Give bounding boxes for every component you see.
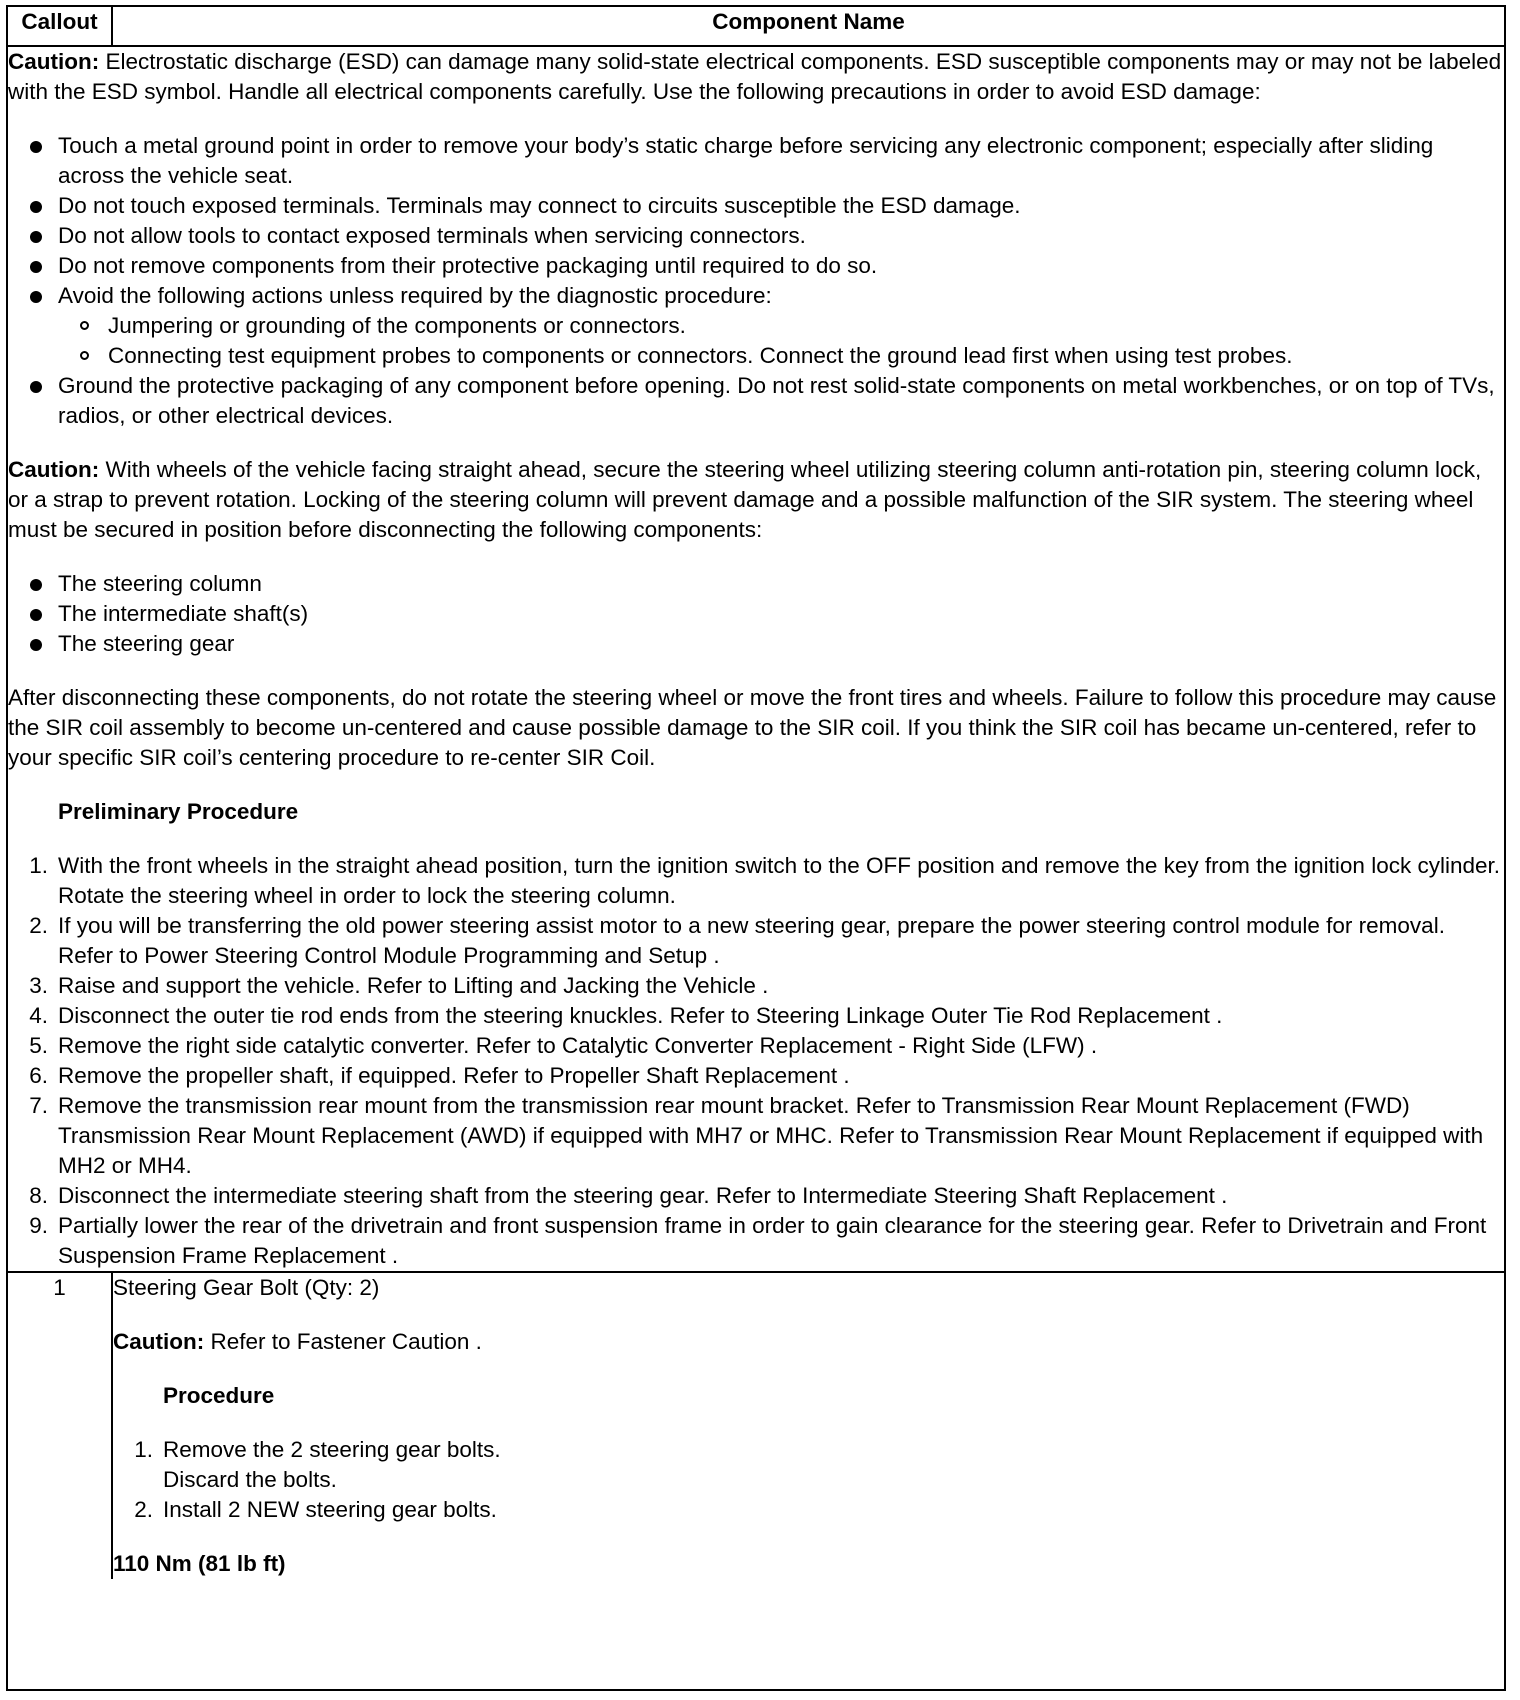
steering-caution-text: With wheels of the vehicle facing straight ahead, secure the steering wheel utilizing steering column anti-rotation pin, steering column lock, or a strap to prevent rotation. Locking of the steering column will prevent damage and a possible malfunction of the SIR system. The steering wheel must be secured in position before disconnecting the following components: [8, 457, 1482, 542]
step-number: 5. [29, 1033, 48, 1058]
list-item-text: Avoid the following actions unless required by the diagnostic procedure: [58, 283, 772, 308]
bullet-icon [30, 201, 42, 213]
list-item-text: Ground the protective packaging of any component before opening. Do not rest solid-state components on metal workbenches, or on top of TVs, radios, or other electrical devices. [58, 373, 1495, 428]
bullet-icon [30, 639, 42, 651]
step-number: 9. [29, 1213, 48, 1238]
procedure-step [8, 1031, 1504, 1061]
step-number: 2. [29, 913, 48, 938]
hollow-bullet-icon [80, 321, 89, 330]
step-text: Remove the right side catalytic converter. Refer to Catalytic Converter Replacement - Right Side (LFW) . [58, 1033, 1098, 1058]
list-item [8, 131, 1504, 191]
component-name: Steering Gear Bolt (Qty: 2) [113, 1275, 380, 1300]
step-text: Install 2 NEW steering gear bolts. [163, 1497, 497, 1522]
steering-caution [8, 455, 1504, 545]
list-item-text: The steering column [58, 571, 262, 596]
step-text: With the front wheels in the straight ahead position, turn the ignition switch to the OFF position and remove the key from the ignition lock cylinder. Rotate the steering wheel in order to lock the steering column. [58, 853, 1500, 908]
component-detail-cell [112, 1272, 1504, 1579]
step-text: Partially lower the rear of the drivetrain and front suspension frame in order to gain clearance for the steering gear. Refer to Drivetrain and Front Suspension Frame Replacement . [58, 1213, 1487, 1268]
caution-procedure-cell [8, 46, 1504, 1272]
table-header-row [8, 7, 1504, 46]
esd-caution-text: Electrostatic discharge (ESD) can damage many solid-state electrical components. ESD susceptible components may or may not be labeled with the ESD symbol. Handle all electrical components carefully. Use the following precautions in order to avoid ESD damage: [8, 49, 1502, 104]
procedure-step [8, 1091, 1504, 1181]
esd-caution-label: Caution: [8, 49, 100, 74]
step-number: 1. [29, 853, 48, 878]
procedure-step [8, 851, 1504, 911]
caution-procedure-row [8, 46, 1504, 1272]
step-text: Remove the propeller shaft, if equipped. Refer to Propeller Shaft Replacement . [58, 1063, 850, 1088]
list-item [8, 371, 1504, 431]
torque-spec [113, 1549, 1504, 1579]
bullet-icon [30, 141, 42, 153]
fastener-caution [113, 1327, 1504, 1357]
sublist-item [58, 341, 1504, 371]
service-procedure-table [8, 7, 1504, 1579]
list-item [8, 629, 1504, 659]
procedure-step [8, 1061, 1504, 1091]
list-item [8, 599, 1504, 629]
procedure-step [8, 1001, 1504, 1031]
avoid-actions-sublist [58, 311, 1504, 371]
esd-caution [8, 47, 1504, 107]
steering-caution-label: Caution: [8, 457, 100, 482]
bullet-icon [30, 261, 42, 273]
step-number: 2. [134, 1497, 153, 1522]
sublist-item-text: Connecting test equipment probes to components or connectors. Connect the ground lead first when using test probes. [108, 343, 1293, 368]
step-text: Remove the transmission rear mount from the transmission rear mount bracket. Refer to Transmission Rear Mount Replacement (FWD) Transmission Rear Mount Replacement (AWD) if equipped with MH7 or MHC. Refer to Transmission Rear Mount Replacement if equipped with MH2 or MH4. [58, 1093, 1484, 1178]
step-number: 3. [29, 973, 48, 998]
component-name-column-header: Component Name [112, 7, 1504, 46]
sir-coil-warning: After disconnecting these components, do not rotate the steering wheel or move the front tires and wheels. Failure to follow this procedure may cause the SIR coil assembly to become un-centered and cause possible damage to the SIR coil. If you think the SIR coil has became un-centered, refer to your specific SIR coil’s centering procedure to re-center SIR Coil. [8, 685, 1497, 770]
list-item-text: Do not remove components from their protective packaging until required to do so. [58, 253, 878, 278]
procedure-step [113, 1435, 1504, 1495]
steering-components-list [8, 569, 1504, 659]
procedure-heading: Procedure [163, 1383, 275, 1408]
bullet-icon [30, 291, 42, 303]
list-item [8, 191, 1504, 221]
step-text: Remove the 2 steering gear bolts. [163, 1437, 501, 1462]
step-text: Disconnect the intermediate steering shaft from the steering gear. Refer to Intermediate Steering Shaft Replacement . [58, 1183, 1228, 1208]
list-item-text: Do not allow tools to contact exposed terminals when servicing connectors. [58, 223, 806, 248]
procedure-step [8, 1181, 1504, 1211]
step-text: Disconnect the outer tie rod ends from the steering knuckles. Refer to Steering Linkage Outer Tie Rod Replacement . [58, 1003, 1223, 1028]
preliminary-procedure-heading: Preliminary Procedure [58, 799, 299, 824]
sublist-item-text: Jumpering or grounding of the components or connectors. [108, 313, 686, 338]
callout-number: 1 [8, 1272, 112, 1579]
esd-precaution-list [8, 131, 1504, 431]
step-number: 7. [29, 1093, 48, 1118]
list-item [8, 281, 1504, 371]
list-item-text: Touch a metal ground point in order to remove your body’s static charge before servicing any electronic component; especially after sliding across the vehicle seat. [58, 133, 1434, 188]
sublist-item [58, 311, 1504, 341]
hollow-bullet-icon [80, 351, 89, 360]
service-table-sheet [6, 5, 1506, 1691]
bullet-icon [30, 609, 42, 621]
step-number: 1. [134, 1437, 153, 1462]
procedure-step [8, 911, 1504, 971]
bullet-icon [30, 381, 42, 393]
table-row [8, 1272, 1504, 1579]
step-text: Raise and support the vehicle. Refer to Lifting and Jacking the Vehicle . [58, 973, 769, 998]
bullet-icon [30, 579, 42, 591]
preliminary-steps-list [8, 851, 1504, 1271]
procedure-step [113, 1495, 1504, 1525]
step-text-continued: Discard the bolts. [163, 1467, 337, 1492]
bolt-procedure-steps [113, 1435, 1504, 1525]
fastener-caution-label: Caution: [113, 1329, 205, 1354]
torque-value: 110 Nm (81 lb ft) [113, 1551, 286, 1576]
list-item [8, 221, 1504, 251]
fastener-caution-text: Refer to Fastener Caution . [204, 1329, 482, 1354]
list-item-text: The steering gear [58, 631, 235, 656]
step-number: 6. [29, 1063, 48, 1088]
list-item-text: Do not touch exposed terminals. Terminals may connect to circuits susceptible the ESD damage. [58, 193, 1021, 218]
list-item-text: The intermediate shaft(s) [58, 601, 309, 626]
step-text: If you will be transferring the old power steering assist motor to a new steering gear, prepare the power steering control module for removal. Refer to Power Steering Control Module Programming and Setup . [58, 913, 1445, 968]
callout-column-header: Callout [8, 7, 112, 46]
procedure-step [8, 1211, 1504, 1271]
step-number: 8. [29, 1183, 48, 1208]
procedure-step [8, 971, 1504, 1001]
list-item [8, 251, 1504, 281]
step-number: 4. [29, 1003, 48, 1028]
bullet-icon [30, 231, 42, 243]
list-item [8, 569, 1504, 599]
